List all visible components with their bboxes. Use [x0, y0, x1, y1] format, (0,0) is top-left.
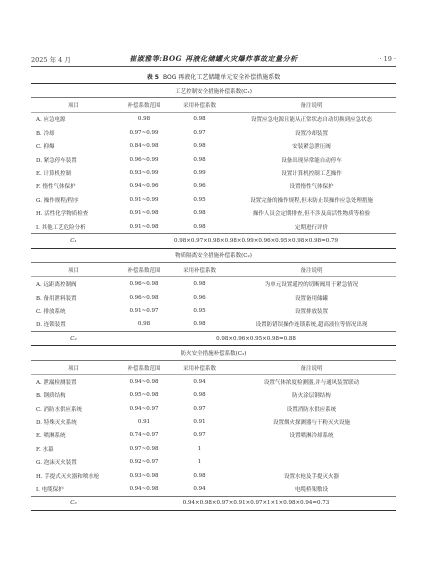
table-row [31, 220, 396, 234]
table-row [31, 456, 396, 469]
table-row [31, 153, 396, 166]
table-cell: A. 泄漏检测装置 [36, 379, 77, 386]
table-cell: B. 冷却 [36, 130, 55, 137]
table-row [31, 207, 396, 220]
table-cell: 0.98 [193, 281, 206, 288]
table-row [31, 429, 396, 442]
sum-formula: 0.98×0.96×0.95×0.98=0.88 [116, 332, 396, 346]
table-cell: D. 紧急停车装置 [36, 157, 77, 164]
table-cell: 电缆桥架敷设 [295, 487, 329, 494]
section-title: 物质隔离安全措施补偿系数(C₂) [31, 248, 396, 262]
table-cell: H. 手提式灭火器和喷水枪 [36, 473, 100, 480]
column-header: 采用补偿系数 [172, 263, 227, 277]
table-cell: I. 电缆保护 [36, 487, 64, 494]
column-header: 项目 [31, 98, 116, 112]
table-cell: F. 惰性气体保护 [36, 184, 76, 191]
column-header: 采用补偿系数 [172, 360, 227, 374]
column-header: 项目 [31, 263, 116, 277]
table-cell: 0.96~0.99 [129, 156, 159, 163]
table-cell: 0.98 [193, 210, 206, 217]
table-cell: B. 钢质结构 [36, 393, 66, 400]
section-title: 工艺控制安全措施补偿系数(C₁) [31, 84, 396, 98]
table-cell: 0.98 [193, 143, 206, 150]
table-cell: 0.91~0.97 [129, 307, 159, 314]
table-cell: 0.91~0.98 [129, 210, 159, 217]
sum-label: C₁ [31, 234, 116, 248]
table-row [31, 304, 396, 317]
table-cell: 设备出现异常能自动停车 [281, 157, 342, 164]
table-cell: 0.94~0.98 [129, 486, 159, 493]
table-cell: G. 泡沫灭火装置 [36, 460, 77, 467]
table-cell: 设置应急电源且能从正常状态自动切换到应急状态 [251, 117, 373, 124]
table-cell: 操作人员会定期排查,但不涉及高活性物质等检验 [252, 211, 371, 218]
table-cell: 0.97 [193, 405, 206, 412]
table-cell: 0.96~0.98 [129, 281, 159, 288]
table-cell: A. 应急电源 [36, 117, 66, 124]
table-cell: A. 远距离控制阀 [36, 282, 77, 289]
table-cell: 0.97 [193, 129, 206, 136]
table-cell: 0.98 [137, 116, 151, 123]
sum-formula: 0.98×0.97×0.98×0.98×0.99×0.96×0.95×0.98×0.98=0.79 [116, 234, 396, 248]
table-cell: 设置气体浓度检测器,并与通风装置联动 [263, 379, 360, 386]
section-header-row [31, 248, 396, 262]
sum-formula: 0.94×0.98×0.97×0.91×0.97×1×1×0.98×0.94=0.73 [116, 496, 396, 510]
table-cell [227, 456, 396, 469]
table-caption [0, 72, 427, 81]
column-header-row [31, 98, 396, 112]
table-cell: E. 计算机控制 [36, 171, 72, 178]
table-cell: 1 [197, 445, 202, 452]
table-cell: 设置备用储罐 [295, 295, 329, 302]
table-cell: 0.97~0.98 [129, 445, 159, 452]
table-cell: 0.95 [193, 307, 206, 314]
table-cell: 0.98 [193, 321, 206, 328]
table-row [31, 402, 396, 415]
table-row [31, 442, 396, 455]
table-cell: H. 活性化学物质检查 [36, 211, 89, 218]
table-cell: 设置防错误操作连锁系统,超高液位等情况出现 [255, 322, 368, 329]
table-cell: E. 喷淋系统 [36, 433, 66, 440]
table-cell: I. 其他工艺危险分析 [36, 224, 86, 231]
table-cell: C. 排放系统 [36, 308, 66, 315]
table-row [31, 291, 396, 304]
table-cell: 0.91 [193, 419, 206, 426]
table-cell: 0.97~0.99 [129, 129, 159, 136]
table-title: BOG 再液化工艺储罐单元安全补偿措施系数 [162, 74, 281, 81]
section-title: 防火安全措施补偿系数(C₃) [31, 346, 396, 360]
table-cell: 0.91~0.99 [129, 196, 159, 203]
table-cell: 设置惰性气体保护 [289, 184, 334, 191]
table-row [31, 166, 396, 179]
table-cell: C. 抑爆 [36, 144, 55, 151]
table-cell [227, 442, 396, 455]
table-row [31, 180, 396, 193]
sum-row [31, 332, 396, 346]
table-cell: D. 连锁装置 [36, 322, 66, 329]
table-cell: 0.96 [193, 294, 206, 301]
header-page-number: · 19 · [379, 55, 396, 63]
compensation-table [31, 83, 396, 511]
table-cell: B. 备用泄料装置 [36, 295, 77, 302]
table-row [31, 140, 396, 153]
table-cell: 1 [197, 459, 202, 466]
table-cell: 设置完备的操作规程,但未防止误操作应急处理措施 [250, 197, 373, 204]
table-cell: 安装紧急泄压阀 [292, 144, 331, 151]
table-cell: 0.94 [193, 378, 206, 385]
table-cell: 设置消防水供应系统 [286, 406, 337, 413]
table-cell: 设置水枪及手提灭火器 [284, 473, 340, 480]
column-header: 备注说明 [227, 360, 396, 374]
table-row [31, 112, 396, 126]
table-cell: 0.84~0.98 [129, 143, 159, 150]
sum-label: C₃ [31, 496, 116, 510]
table-cell: 0.98 [193, 116, 206, 123]
table-cell: 设置计算机控制工艺操作 [281, 171, 342, 178]
table-cell: 0.94~0.96 [129, 183, 159, 190]
table-cell: 0.97 [193, 432, 206, 439]
table-row [31, 318, 396, 332]
header-rule [31, 66, 396, 67]
column-header-row [31, 263, 396, 277]
header-date: 2025 年 4 月 [31, 56, 71, 64]
table-row [31, 415, 396, 428]
sum-label: C₂ [31, 332, 116, 346]
table-cell: C. 消防水供应系统 [36, 406, 83, 413]
table-cell: G. 操作规程/程序 [36, 197, 79, 204]
column-header: 备注说明 [227, 98, 396, 112]
table-cell: 0.93~0.98 [129, 472, 159, 479]
table-cell: 0.74~0.97 [129, 432, 159, 439]
table-row [31, 375, 396, 389]
table-cell: 0.94 [193, 486, 206, 493]
table-cell: 0.94~0.98 [129, 378, 159, 385]
table-cell: 0.95 [193, 196, 206, 203]
column-header: 补偿系数范围 [116, 98, 172, 112]
column-header: 备注说明 [227, 263, 396, 277]
table-row [31, 277, 396, 291]
column-header: 采用补偿系数 [172, 98, 227, 112]
table-cell: 防火涂层钢结构 [292, 393, 331, 400]
table-cell: 0.91 [137, 419, 151, 426]
table-cell: 0.91~0.98 [129, 223, 159, 230]
table-row [31, 469, 396, 482]
table-row [31, 389, 396, 402]
table-row [31, 126, 396, 139]
table-cell: 设置喷淋冷却系统 [289, 433, 334, 440]
table-cell: F. 水幕 [36, 446, 54, 453]
table-cell: 0.98 [137, 321, 151, 328]
section-header-row [31, 84, 396, 98]
sum-row [31, 234, 396, 248]
table-cell: 0.98 [193, 392, 206, 399]
table-body [31, 84, 396, 511]
section-header-row [31, 346, 396, 360]
table-cell: 0.98 [193, 223, 206, 230]
table-cell: 0.98 [193, 156, 206, 163]
header-title: 崔淑雅等:BOG 再液化储罐火灾爆炸事故定量分析 [129, 54, 298, 63]
table-cell: 为单元设置遥控的切断阀用于紧急情况 [264, 282, 359, 289]
column-header: 补偿系数范围 [116, 263, 172, 277]
table-row [31, 482, 396, 496]
table-cell: 0.93~0.99 [129, 170, 159, 177]
table-cell: D. 特殊灭火系统 [36, 420, 77, 427]
column-header-row [31, 360, 396, 374]
table-label: 表 5 [146, 74, 159, 81]
table-cell: 设置冷却装置 [295, 130, 329, 137]
table-cell: 0.96~0.98 [129, 294, 159, 301]
table-cell: 0.96 [193, 183, 206, 190]
table-cell: 定期进行评价 [295, 224, 329, 231]
table-cell: 0.95~0.98 [129, 392, 159, 399]
table-cell: 设置烟火探测器与干粉灭火设施 [273, 420, 351, 427]
table-cell: 设置排放装置 [295, 308, 329, 315]
sum-row [31, 496, 396, 510]
column-header: 项目 [31, 360, 116, 374]
table-cell: 0.98 [193, 472, 206, 479]
table-cell: 0.92~0.97 [129, 459, 159, 466]
table-cell: 0.99 [193, 170, 206, 177]
column-header: 补偿系数范围 [116, 360, 172, 374]
table-row [31, 193, 396, 206]
table-cell: 0.94~0.97 [129, 405, 159, 412]
running-header [31, 54, 396, 66]
